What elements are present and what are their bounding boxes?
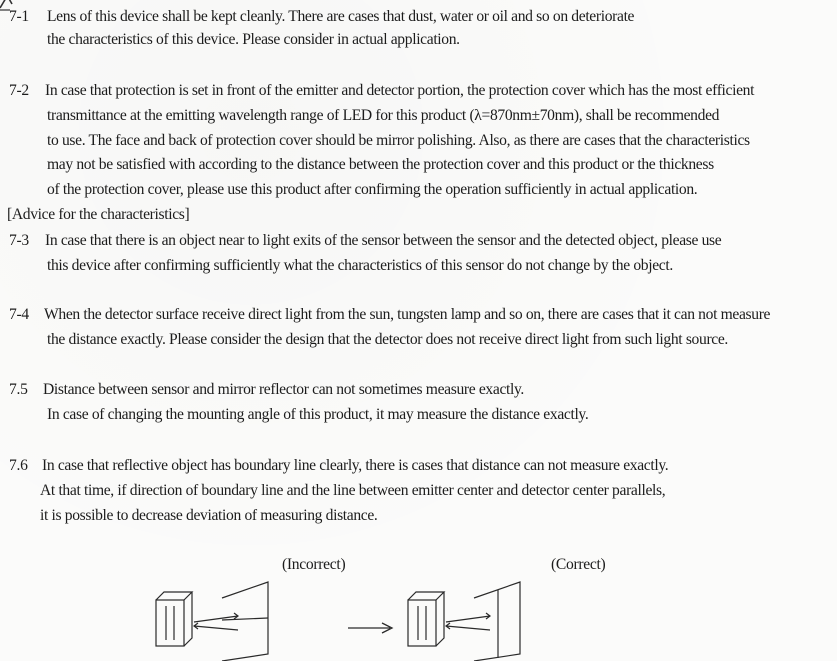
correct-diagram <box>402 578 542 661</box>
item-7-2-line-1: In case that protection is set in front of the emitter and detector portion, the protection cover which has the most efficient <box>45 82 755 99</box>
item-number-7-6: 7.6 <box>9 457 28 474</box>
incorrect-caption: (Incorrect) <box>282 556 346 573</box>
sensor-body <box>408 600 436 646</box>
item-7-6-line-3: it is possible to decrease deviation of measuring distance. <box>40 507 378 524</box>
arrow-icon <box>346 620 396 636</box>
item-7-2-line-3: to use. The face and back of protection cover should be mirror polishing. Also, as there are cases that the characteristics <box>47 132 750 149</box>
correct-caption: (Correct) <box>551 556 606 573</box>
item-7-3-line-1: In case that there is an object near to light exits of the sensor between the sensor and the detected object, please use <box>45 232 722 249</box>
item-7-6-line-1: In case that reflective object has boundary line clearly, there is cases that distance can not measure exactly. <box>42 457 669 474</box>
reflector-plate <box>222 582 268 661</box>
item-7-2-line-4: may not be satisfied with according to the distance between the protection cover and this product or the thickness <box>47 156 714 173</box>
item-number-7-5: 7.5 <box>9 381 28 398</box>
item-7-1-line-1: Lens of this device shall be kept cleanly. There are cases that dust, water or oil and so on deteriorate <box>47 8 635 25</box>
sensor-body <box>156 600 184 646</box>
item-7-5-line-2: In case of changing the mounting angle of this product, it may measure the distance exactly. <box>47 406 589 423</box>
item-7-5-line-1: Distance between sensor and mirror reflector can not sometimes measure exactly. <box>43 381 524 398</box>
item-7-3-line-2: this device after confirming sufficiently what the characteristics of this sensor do not change by the object. <box>47 257 673 274</box>
item-number-7-3: 7-3 <box>9 232 29 249</box>
item-7-4-line-2: the distance exactly. Please consider the design that the detector does not receive direct light from such light source. <box>47 331 728 348</box>
item-number-7-4: 7-4 <box>9 306 29 323</box>
item-number-7-1: 7-1 <box>9 8 29 25</box>
incorrect-diagram <box>150 578 290 661</box>
item-7-2-line-5: of the protection cover, please use this product after confirming the operation sufficiently in actual application. <box>47 181 698 198</box>
advice-heading: [Advice for the characteristics] <box>7 206 190 223</box>
item-7-4-line-1: When the detector surface receive direct light from the sun, tungsten lamp and so on, there are cases that it can not measure <box>44 306 771 323</box>
item-7-2-line-2: transmittance at the emitting wavelength range of LED for this product (λ=870nm±70nm), shall be recommended <box>47 107 720 124</box>
item-7-6-line-2: At that time, if direction of boundary line and the line between emitter center and detector center parallels, <box>40 482 666 499</box>
reflector-plate <box>474 582 520 661</box>
item-7-1-line-2: the characteristics of this device. Please consider in actual application. <box>47 31 460 48</box>
item-number-7-2: 7-2 <box>9 82 29 99</box>
